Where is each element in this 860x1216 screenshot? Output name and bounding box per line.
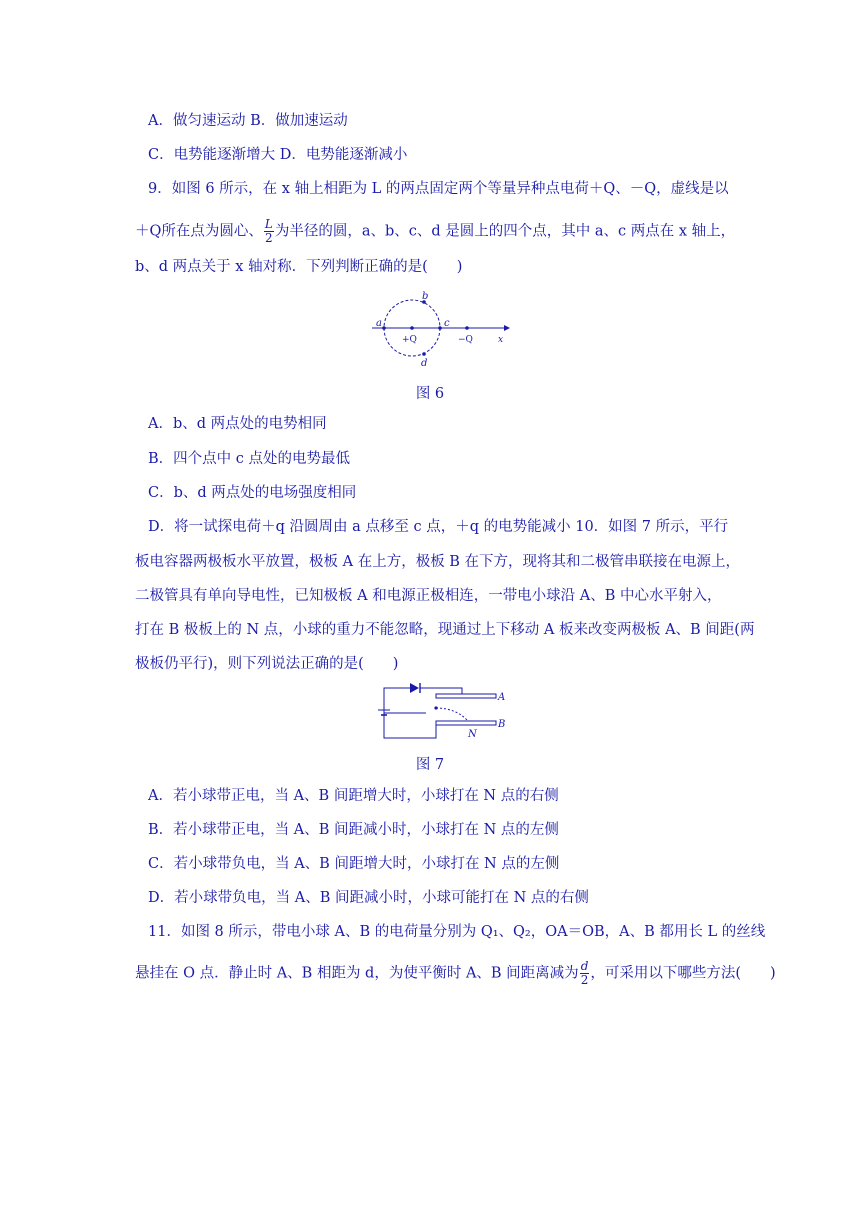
figure-7-diagram bbox=[370, 680, 510, 744]
q10-stem-line1: 板电容器两极板水平放置，极板 A 在上方，极板 B 在下方，现将其和二极管串联接在电源上， bbox=[135, 554, 741, 570]
label-minus-q: −Q bbox=[458, 335, 473, 345]
x-axis-arrow-icon bbox=[504, 325, 510, 331]
q10-option-b: B．若小球带正电，当 A、B 间距减小时，小球打在 N 点的左侧 bbox=[148, 822, 559, 838]
q8-options-cd: C．电势能逐渐增大 D．电势能逐渐减小 bbox=[148, 147, 408, 163]
label-n: N bbox=[468, 729, 477, 740]
label-c: c bbox=[444, 318, 450, 329]
figure-7-caption: 图 7 bbox=[415, 757, 445, 773]
q9-fraction-den: 2 bbox=[265, 231, 273, 245]
q11-stem-line2-a: 悬挂在 O 点．静止时 A、B 相距为 d，为使平衡时 A、B 间距离减为 bbox=[135, 965, 579, 982]
q10-option-d: D．若小球带负电，当 A、B 间距减小时，小球可能打在 N 点的右侧 bbox=[148, 890, 589, 906]
point-a bbox=[382, 326, 386, 330]
label-d: d bbox=[421, 358, 428, 369]
q9-fraction bbox=[264, 218, 274, 245]
label-x: x bbox=[498, 335, 504, 345]
point-c bbox=[438, 326, 442, 330]
figure-6-diagram bbox=[360, 288, 520, 372]
q8-options-ab: A．做匀速运动 B．做加速运动 bbox=[148, 113, 348, 129]
q10-option-a: A．若小球带正电，当 A、B 间距增大时，小球打在 N 点的右侧 bbox=[148, 788, 559, 804]
q11-fraction bbox=[580, 960, 590, 987]
label-plate-a: A bbox=[498, 692, 506, 703]
wire-to-plate-a bbox=[420, 688, 462, 694]
plate-b bbox=[436, 721, 496, 725]
point-minus-q bbox=[465, 326, 469, 330]
q10-stem-line2: 二极管具有单向导电性，已知极板 A 和电源正极相连，一带电小球沿 A、B 中心水平射入， bbox=[135, 588, 722, 604]
q11-fraction-den: 2 bbox=[580, 973, 589, 987]
point-d bbox=[422, 352, 426, 356]
q9-stem-line3: b、d 两点关于 x 轴对称．下列判断正确的是( ) bbox=[135, 259, 463, 275]
label-b: b bbox=[422, 291, 429, 302]
q9-option-c: C．b、d 两点处的电场强度相同 bbox=[148, 485, 357, 501]
q10-stem-line4: 极板仍平行)，则下列说法正确的是( ) bbox=[135, 656, 399, 672]
ball-trajectory bbox=[436, 708, 468, 721]
q9-option-b: B．四个点中 c 点处的电势最低 bbox=[148, 451, 350, 467]
diode-icon bbox=[410, 683, 419, 693]
figure-6-caption: 图 6 bbox=[415, 386, 445, 402]
label-a: a bbox=[376, 318, 382, 329]
q9-stem-line2 bbox=[135, 218, 735, 245]
q11-fraction-num: d bbox=[580, 959, 589, 973]
wire-bottom bbox=[384, 713, 436, 738]
label-plate-b: B bbox=[498, 719, 506, 730]
q11-stem-line2-b: ，可采用以下哪些方法( ) bbox=[590, 965, 776, 982]
point-plus-q bbox=[410, 326, 414, 330]
q10-option-c: C．若小球带负电，当 A、B 间距增大时，小球打在 N 点的左侧 bbox=[148, 856, 560, 872]
q9-stem-line1: 9．如图 6 所示，在 x 轴上相距为 L 的两点固定两个等量异种点电荷＋Q、－Q，虚线是以 bbox=[148, 181, 729, 197]
q9-fraction-num: L bbox=[264, 217, 273, 231]
q9-stem-line2-a: ＋Q所在点为圆心、 bbox=[135, 223, 263, 240]
q10-stem-line3: 打在 B 极板上的 N 点，小球的重力不能忽略，现通过上下移动 A 板来改变两极板 A、B 间距(两 bbox=[135, 622, 755, 638]
q9-option-d: D．将一试探电荷＋q 沿圆周由 a 点移至 c 点，＋q 的电势能减小 10．如图 7 所示，平行 bbox=[148, 519, 729, 535]
label-plus-q: +Q bbox=[402, 335, 417, 345]
q11-stem-line1: 11．如图 8 所示，带电小球 A、B 的电荷量分别为 Q₁、Q₂，OA＝OB，A、B 都用长 L 的丝线 bbox=[148, 924, 766, 940]
q9-stem-line2-b: 为半径的圆，a、b、c、d 是圆上的四个点，其中 a、c 两点在 x 轴上， bbox=[274, 223, 736, 240]
q11-stem-line2 bbox=[135, 960, 776, 987]
q9-option-a: A．b、d 两点处的电势相同 bbox=[148, 416, 327, 432]
plate-a bbox=[436, 694, 496, 698]
